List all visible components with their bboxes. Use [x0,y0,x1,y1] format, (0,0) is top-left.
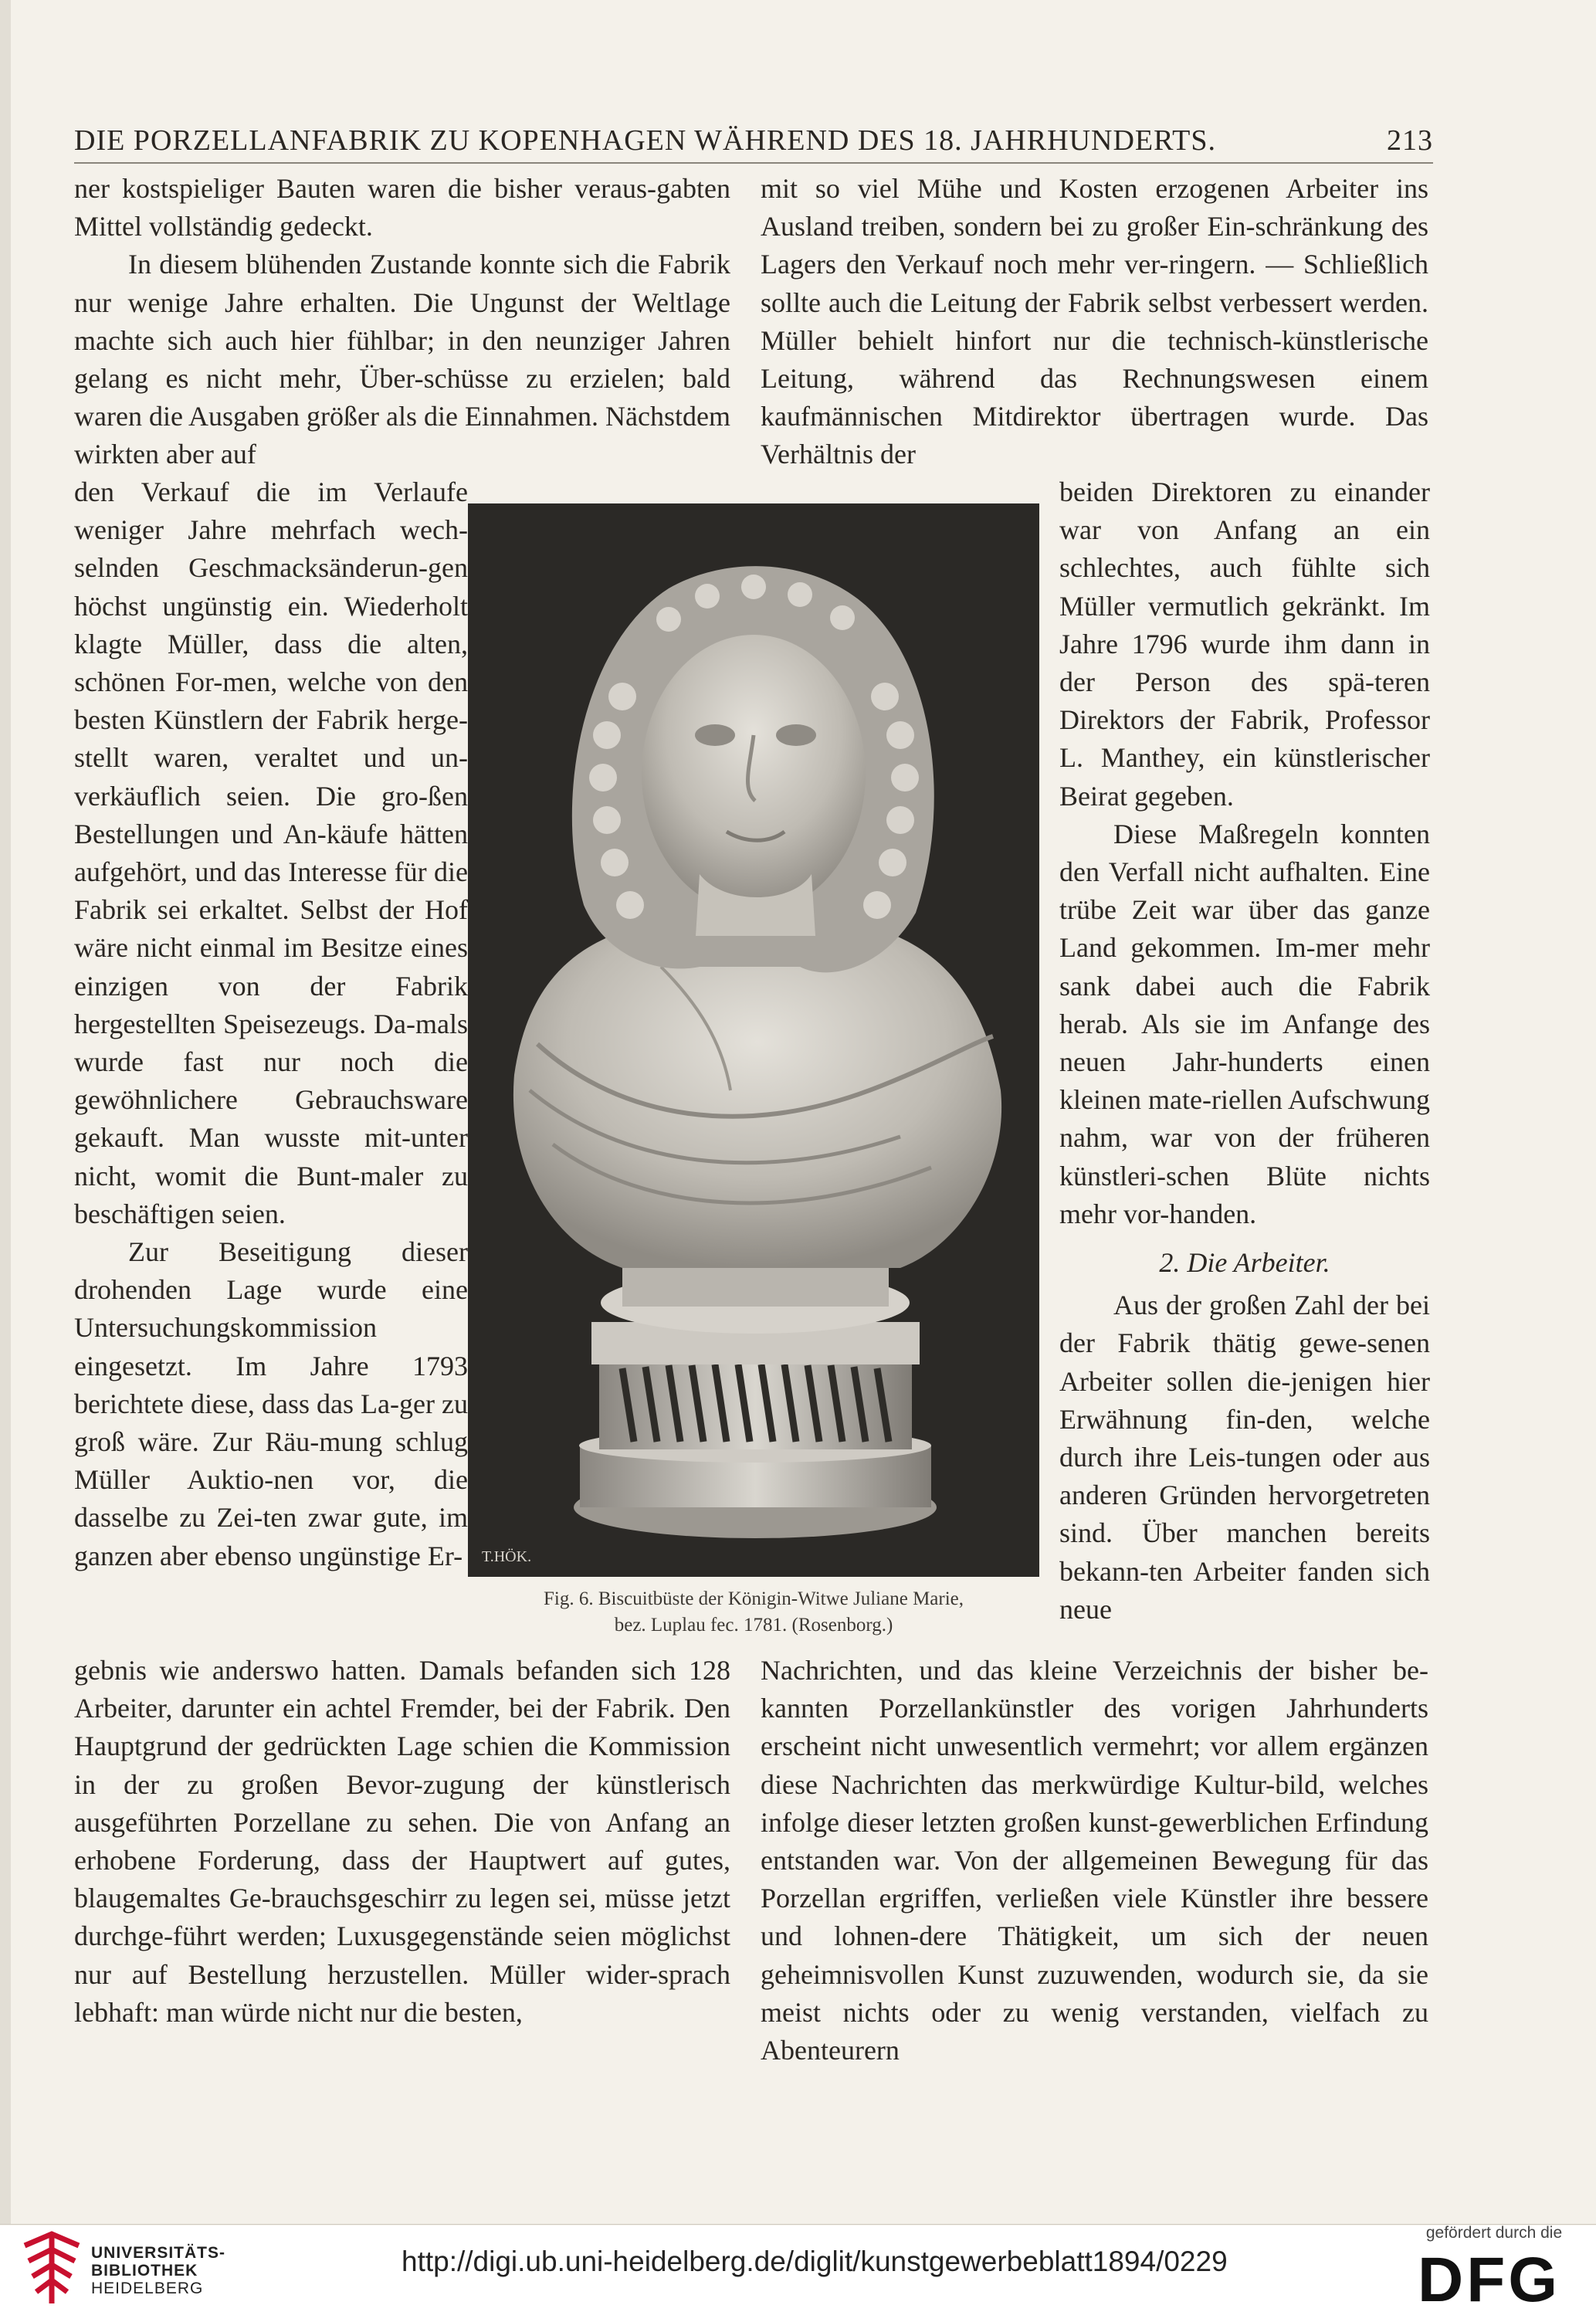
library-name-line: UNIVERSITÄTS- [91,2244,226,2262]
left-column-bottom [74,1652,730,2032]
funding-note: gefördert durch die [1425,2224,1563,2242]
library-name-line: HEIDELBERG [91,2280,204,2297]
bust-illustration [468,503,1039,1577]
library-name [91,2244,225,2297]
header-rule [74,162,1433,164]
scan-edge [0,0,11,2224]
paragraph: Nachrichten, und das kleine Verzeichnis der bisher be-kannten Porzellankünstler des vorigen Jahrhunderts erscheint nicht unwesentlich vermehrt; vor allem ergänzen diese Nachrichten das merkwürdige Kultur-bild, welches infolge dieser letzten großen kunst-gewerblichen Erfindung entstanden war. Von der allgemeinen Bewegung für das Porzellan ergriffen, verließen viele Künstler ihre bessere und lohnen-dere Thätigkeit, um sich der neuen geheimnisvollen Kunst zuzuwenden, wodurch sie, da sie meist nichts oder zu wenig verstanden, vielfach zu Abenteurern [761,1655,1428,2066]
university-library-logo-icon [17,2230,86,2307]
paragraph: Diese Maßregeln konnten den Verfall nicht aufhalten. Eine trübe Zeit war über das ganze Land gekommen. Im-mer mehr sank dabei auch die Fabrik herab. Als sie im Anfange des neuen Jahr-hunderts einen kleinen mate-riellen Aufschwung nahm, war von der früheren künstleri-schen Blüte nichts mehr vor-handen. [1059,818,1430,1229]
right-column-bottom [761,1652,1428,2069]
paragraph: Zur Beseitigung dieser drohenden Lage wurde eine Untersuchungskommission eingesetzt. Im Jahre 1793 berichtete diese, dass das La-ger zu groß wäre. Zur Räu-mung schlug Müller Auktio-nen vor, die dasselbe zu Zei-ten zwar gute, im ganzen aber ebenso ungünstige Er- [74,1236,468,1571]
paragraph: mit so viel Mühe und Kosten erzogenen Arbeiter ins Ausland treiben, sondern bei zu großer Ein-schränkung des Lagers den Verkauf noch mehr ver-ringern. — Schließlich sollte auch die Leitung der Fabrik selbst verbessert werden. Müller behielt hinfort nur die technisch-künstlerische Leitung, während das Rechnungswesen einem kaufmännischen Mitdirektor übertragen wurde. Das Verhältnis der [761,173,1428,470]
source-url-link[interactable]: http://digi.ub.uni-heidelberg.de/diglit/kunstgewerbeblatt1894/0229 [402,2246,1228,2277]
paragraph: den Verkauf die im Verlaufe weniger Jahre mehrfach wech-selnden Geschmacksänderun-gen höchst ungünstig ein. Wiederholt klagte Müller, dass die alten, schönen For-men, welche von den besten Künstlern der Fabrik herge-stellt waren, veraltet und un-verkäuflich seien. Die gro-ßen Bestellungen und An-käufe hätten aufgehört, und das Interesse für die Fabrik sei erkaltet. Selbst der Hof wäre nicht einmal im Besitze eines einzigen von der Fabrik hergestellten Speisezeugs. Da-mals wurde fast nur noch die gewöhnlichere Gebrauchsware gekauft. Man wusste mit-unter nicht, womit die Bunt-maler zu beschäftigen seien. [74,476,468,1229]
footer-rule [0,2224,1596,2225]
dfg-logo: DFG [1418,2245,1561,2315]
library-name-line: BIBLIOTHEK [91,2262,198,2280]
bust-drapery [513,920,1001,1268]
caption-line: bez. Luplau fec. 1781. (Rosenborg.) [614,1615,893,1636]
right-column-beside-figure [1059,473,1430,1629]
running-head-title: DIE PORZELLANFABRIK ZU KOPENHAGEN WÄHREND DES 18. JAHRHUNDERTS. [74,124,1217,157]
left-column-beside-figure [74,473,468,1575]
paragraph: ner kostspieliger Bauten waren die bisher veraus-gabten Mittel vollständig gedeckt. [74,173,730,242]
engraver-signature: T.HÖK. [482,1548,532,1565]
running-head [74,124,1433,158]
paragraph: Aus der großen Zahl der bei der Fabrik thätig gewe-senen Arbeiter sollen die-jenigen hier Erwähnung fin-den, welche durch ihre Leis-tungen oder aus anderen Gründen hervorgetreten sind. Über manchen bereits bekann-ten Arbeiter fanden sich neue [1059,1290,1430,1625]
left-column-top [74,170,730,474]
paragraph: In diesem blühenden Zustande konnte sich die Fabrik nur wenige Jahre erhalten. Die Ungunst der Weltlage machte sich auch hier fühlbar; in den neunziger Jahren gelang es nicht mehr, Über-schüsse zu erzielen; bald waren die Ausgaben größer als die Einnahmen. Nächstdem wirkten aber auf [74,249,730,470]
section-heading: 2. Die Arbeiter. [1159,1247,1330,1279]
caption-line: Fig. 6. Biscuitbüste der Königin-Witwe Juliane Marie, [543,1588,964,1609]
page-number: 213 [1387,124,1433,157]
paragraph: beiden Direktoren zu einander war von Anfang an ein schlechtes, auch fühlte sich Müller vermutlich gekränkt. Im Jahre 1796 wurde ihm dann in der Person des spä-teren Direktors der Fabrik, Professor L. Manthey, ein künstlerischer Beirat gegeben. [1059,476,1430,812]
pedestal [574,1260,937,1538]
paragraph: gebnis wie anderswo hatten. Damals befanden sich 128 Arbeiter, darunter ein achtel Fremder, bei der Fabrik. Den Hauptgrund der gedrückten Lage schien die Kommission in der zu großen Bevor-zugung der künstlerisch ausgeführten Porzellane zu sehen. Die von Anfang an erhobene Forderung, dass der Hauptwert auf gutes, blaugemaltes Ge-brauchsgeschirr zu legen sei, müsse jetzt durchge-führt werden; Luxusgegenstände seien möglichst nur auf Bestellung herzustellen. Müller wider-sprach lebhaft: man würde nicht nur die besten, [74,1655,730,2028]
figure-caption [468,1586,1039,1639]
right-column-top [761,170,1428,474]
